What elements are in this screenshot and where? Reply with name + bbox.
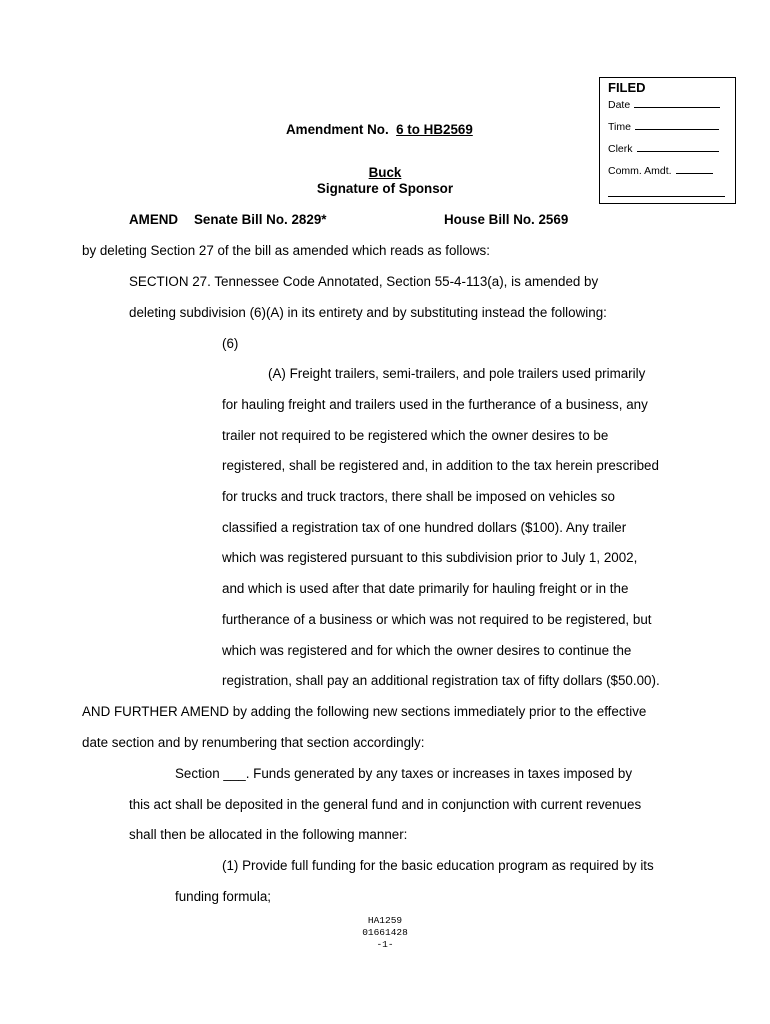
filed-comm-line (676, 164, 713, 174)
subA-line: trailer not required to be registered which the owner desires to be (222, 428, 609, 443)
subA-line: registered, shall be registered and, in addition to the tax herein prescribed (222, 458, 659, 473)
filed-time-row (608, 120, 719, 133)
subA-line: for hauling freight and trailers used in the furtherance of a business, any (222, 397, 648, 412)
subA-line: which was registered pursuant to this subdivision prior to July 1, 2002, (222, 550, 638, 565)
sponsor-name: Buck (368, 165, 402, 180)
sponsor-caption: Signature of Sponsor (316, 181, 454, 196)
amendment-value: 6 to HB2569 (396, 122, 473, 137)
filed-comm-label: Comm. Amdt. (608, 165, 672, 177)
subA-line: furtherance of a business or which was not required to be registered, but (222, 612, 652, 627)
filed-blank-line (608, 196, 725, 197)
senate-bill: Senate Bill No. 2829* (194, 212, 327, 227)
filed-time-line (635, 120, 719, 130)
further-amend-line1: AND FURTHER AMEND by adding the following new sections immediately prior to the effective (82, 704, 647, 719)
new-section-line3: shall then be allocated in the following manner: (129, 827, 408, 842)
filed-date-row (608, 98, 720, 111)
item1-line2: funding formula; (175, 889, 272, 904)
section27-line2: deleting subdivision (6)(A) in its entirety and by substituting instead the following: (129, 305, 607, 320)
filed-clerk-row (608, 142, 719, 155)
subA-line: for trucks and truck tractors, there shall be imposed on vehicles so (222, 489, 615, 504)
further-amend-line2: date section and by renumbering that section accordingly: (82, 735, 425, 750)
subdivision-6: (6) (222, 336, 239, 351)
filed-clerk-line (637, 142, 719, 152)
filed-comm-row (608, 164, 713, 177)
filed-stamp-box (599, 77, 736, 204)
footer-code2: 01661428 (362, 927, 408, 938)
subA-line: which was registered and for which the owner desires to continue the (222, 643, 632, 658)
subA-line: (A) Freight trailers, semi-trailers, and pole trailers used primarily (268, 366, 646, 381)
section27-line1: SECTION 27. Tennessee Code Annotated, Section 55-4-113(a), is amended by (129, 274, 599, 289)
filed-title: FILED (608, 80, 646, 95)
subA-line: and which is used after that date primarily for hauling freight or in the (222, 581, 629, 596)
filed-clerk-label: Clerk (608, 143, 633, 155)
subA-line: registration, shall pay an additional registration tax of fifty dollars ($50.00). (222, 673, 660, 688)
amendment-prefix: Amendment No. (286, 122, 389, 137)
amendment-number (286, 122, 473, 137)
filed-time-label: Time (608, 121, 631, 133)
new-section-line1: Section ___. Funds generated by any taxes or increases in taxes imposed by (175, 766, 633, 781)
intro-paragraph: by deleting Section 27 of the bill as amended which reads as follows: (82, 243, 490, 258)
footer-code1: HA1259 (367, 915, 403, 926)
house-bill: House Bill No. 2569 (444, 212, 569, 227)
filed-date-label: Date (608, 99, 631, 111)
item1-line1: (1) Provide full funding for the basic education program as required by its (222, 858, 654, 873)
filed-date-line (634, 98, 720, 108)
new-section-line2: this act shall be deposited in the general fund and in conjunction with current revenues (129, 797, 642, 812)
subA-line: classified a registration tax of one hundred dollars ($100). Any trailer (222, 520, 627, 535)
amend-label: AMEND (129, 212, 179, 227)
page-number: -1- (376, 939, 394, 950)
